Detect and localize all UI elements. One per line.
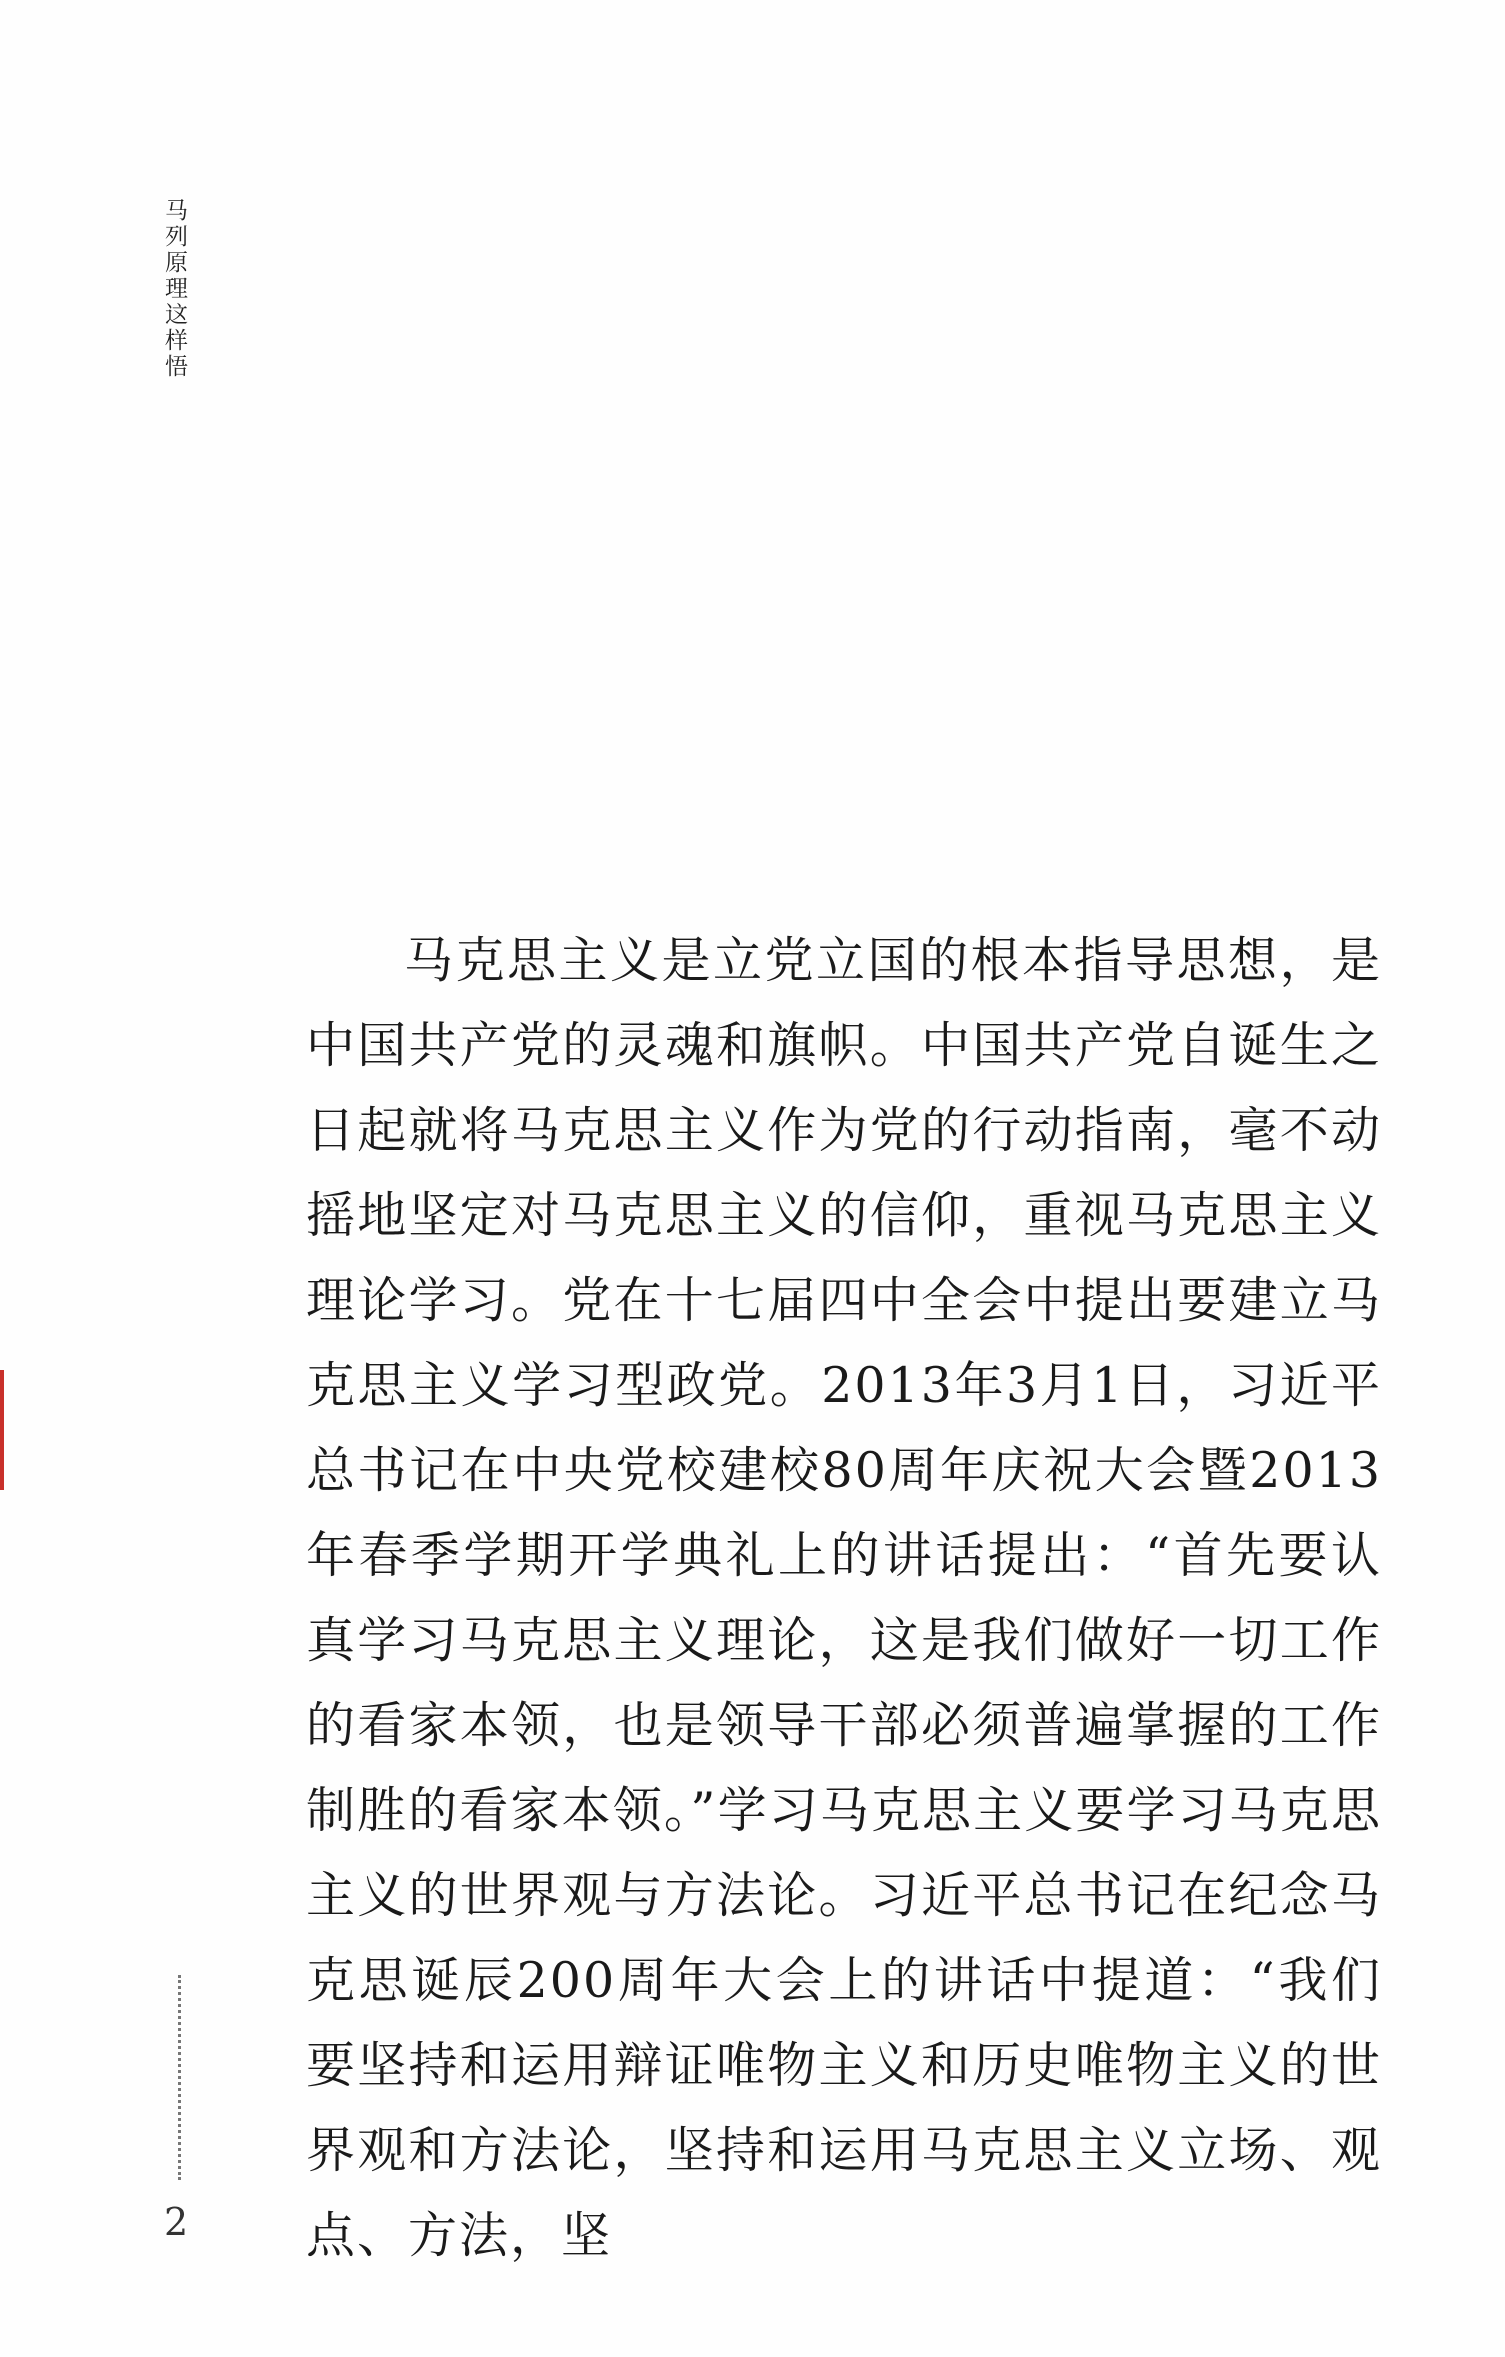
page-number: 2 [164,2200,189,2244]
dotted-divider [178,1975,181,2180]
running-head-book-title: 马列原理这样悟 [161,198,187,380]
page-edge-color-mark [0,1370,4,1490]
body-paragraph: 马克思主义是立党立国的根本指导思想，是中国共产党的灵魂和旗帜。中国共产党自诞生之日起就将马克思主义作为党的行动指南，毫不动摇地坚定对马克思主义的信仰，重视马克思主义理论学习。党在十七届四中全会中提出要建立马克思主义学习型政党。2013年3月1日，习近平总书记在中央党校建校80周年庆祝大会暨2013年春季学期开学典礼上的讲话提出：“首先要认真学习马克思主义理论，这是我们做好一切工作的看家本领，也是领导干部必须普遍掌握的工作制胜的看家本领。”学习马克思主义要学习马克思主义的世界观与方法论。习近平总书记在纪念马克思诞辰200周年大会上的讲话中提道：“我们要坚持和运用辩证唯物主义和历史唯物主义的世界观和方法论，坚持和运用马克思主义立场、观点、方法，坚 [306,932,1382,2264]
